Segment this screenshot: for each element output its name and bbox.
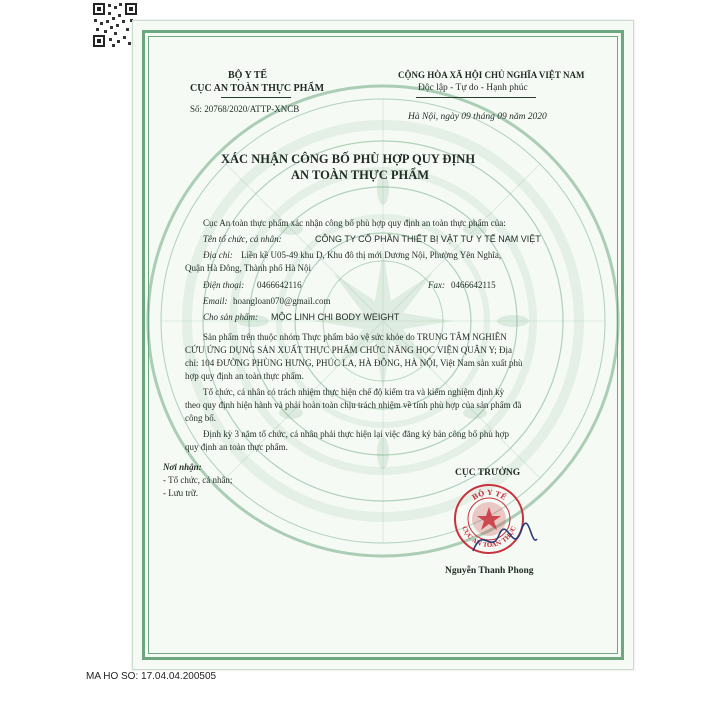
fax-value: 0466642115 <box>451 280 496 290</box>
paragraph-2-line-2: theo quy định hiện hành và phải hoàn toàn chịu trách nhiệm về tính phù hợp của sản phẩm đã <box>185 400 522 410</box>
org-label: Tên tổ chức, cá nhân: <box>203 234 282 244</box>
country-name: CỘNG HÒA XÃ HỘI CHỦ NGHĨA VIỆT NAM <box>398 70 585 80</box>
signer-name: Nguyễn Thanh Phong <box>445 566 534 576</box>
product-value: MỘC LINH CHI BODY WEIGHT <box>271 312 400 322</box>
dossier-code: MA HO SO: 17.04.04.200505 <box>86 671 217 682</box>
paragraph-1-line-2: CỨU ỨNG DỤNG SẢN XUẤT THỰC PHẨM CHỨC NĂNG HỌC VIỆN QUÂN Y; Địa <box>185 345 513 355</box>
address-line-2: Quận Hà Đông, Thành phố Hà Nội <box>185 263 312 273</box>
document-number: Số: 20768/2020/ATTP-XNCB <box>190 104 300 114</box>
header-right-underline <box>416 97 536 98</box>
seal-top-text: BỘ Y TẾ <box>470 487 508 502</box>
paragraph-3-line-2: quy định an toàn thực phẩm. <box>185 442 288 452</box>
ministry-name: BỘ Y TẾ <box>228 70 268 81</box>
address-label: Địa chỉ: <box>203 250 233 260</box>
seal-bottom-text: CỤC AN TOÀN THỰC <box>460 525 518 550</box>
header-left-underline <box>221 97 291 98</box>
title-line-2: AN TOÀN THỰC PHẨM <box>291 168 430 182</box>
paragraph-1-line-4: hợp quy định an toàn thực phẩm. <box>185 371 304 381</box>
paragraph-1-line-3: chỉ: 104 ĐƯỜNG PHÙNG HƯNG, PHÚC LA, HÀ ĐÔNG, HÀ NỘI, Việt Nam sản xuất phù <box>185 358 523 368</box>
paragraph-3-line-1: Định kỳ 3 năm tổ chức, cá nhân phải thực hiện lại việc đăng ký bản công bố phù hợp <box>203 429 509 439</box>
certificate-sheet <box>132 20 634 670</box>
issue-date: Hà Nội, ngày 09 tháng 09 năm 2020 <box>408 112 547 122</box>
product-label: Cho sản phẩm: <box>203 312 259 322</box>
fax-label: Fax: <box>428 280 445 290</box>
recipient-item-2: - Lưu trữ. <box>163 488 198 498</box>
address-line-1: Liền kề U05-49 khu D, Khu đô thị mới Dương Nội, Phường Yên Nghĩa, <box>241 250 502 260</box>
recipients-label: Nơi nhận: <box>163 462 202 472</box>
paragraph-2-line-3: công bố. <box>185 413 216 423</box>
handwritten-signature <box>469 521 539 561</box>
national-motto: Độc lập - Tự do - Hạnh phúc <box>418 83 528 93</box>
email-value: hoangloan070@gmail.com <box>233 296 331 306</box>
phone-label: Điện thoại: <box>203 280 245 290</box>
phone-value: 0466642116 <box>257 280 302 290</box>
signer-title: CỤC TRƯỞNG <box>455 468 521 478</box>
department-name: CỤC AN TOÀN THỰC PHẨM <box>190 83 325 94</box>
paragraph-2-line-1: Tổ chức, cá nhân có trách nhiệm thực hiện chế độ kiểm tra và kiểm nghiệm định kỳ <box>203 387 505 397</box>
title-line-1: XÁC NHẬN CÔNG BỐ PHÙ HỢP QUY ĐỊNH <box>221 152 476 166</box>
recipient-item-1: - Tổ chức, cá nhân; <box>163 475 233 485</box>
org-value: CÔNG TY CỔ PHẦN THIẾT BỊ VẬT TƯ Y TẾ NAM VIỆT <box>315 234 541 244</box>
paragraph-1-line-1: Sản phẩm trên thuộc nhóm Thực phẩm bảo vệ sức khỏe do TRUNG TÂM NGHIÊN <box>203 332 507 342</box>
email-label: Email: <box>203 296 228 306</box>
intro-text: Cục An toàn thực phẩm xác nhận công bố phù hợp quy định an toàn thực phẩm của: <box>203 218 506 228</box>
